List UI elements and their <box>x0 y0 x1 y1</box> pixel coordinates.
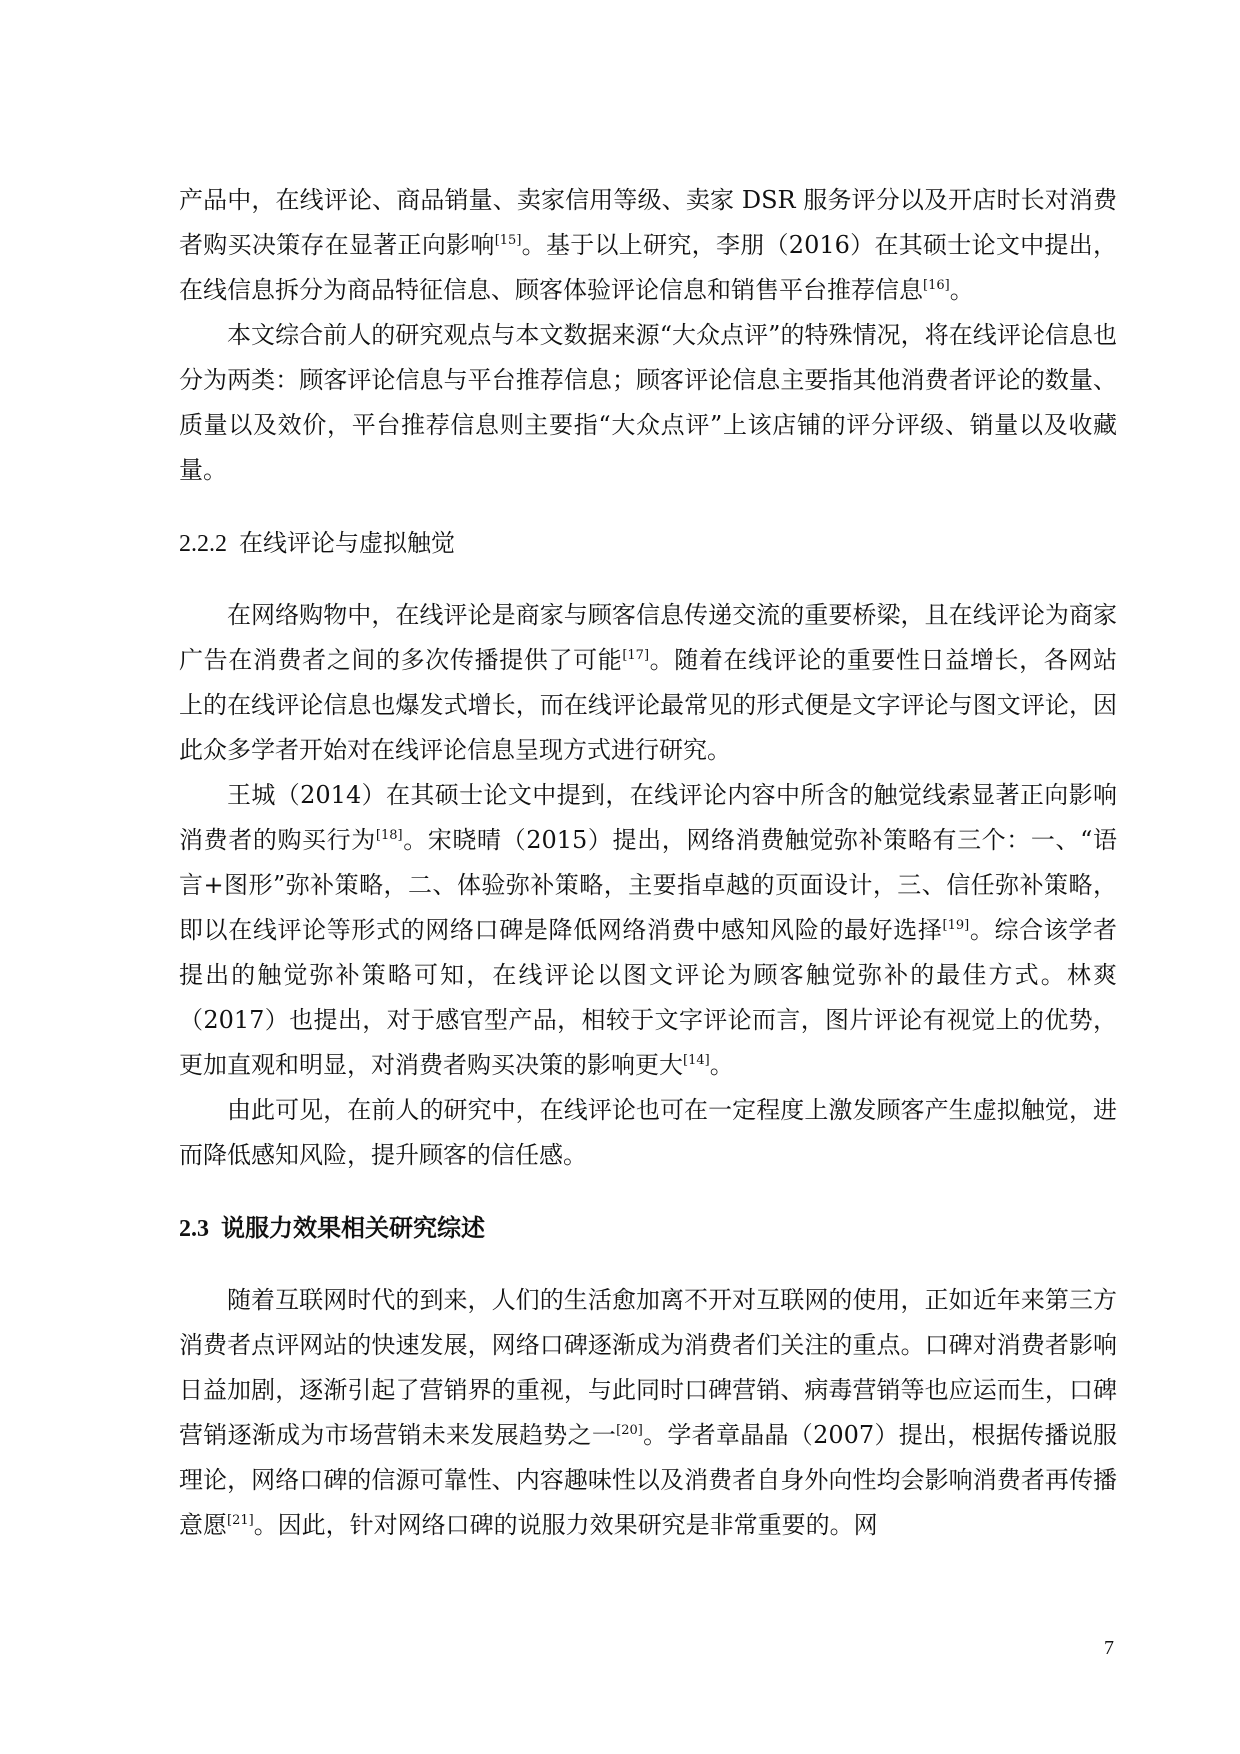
paragraph-text: 王城（2014）在其硕士论文中提到，在线评论内容中所含的触觉线索显著正向影响消费者的购买行为 <box>179 781 1117 854</box>
paragraph-conclusion <box>179 1088 1117 1178</box>
section-heading-2-2-2 <box>179 521 1117 567</box>
paragraph-text: 。随着在线评论的重要性日益增长，各网站上的在线评论信息也爆发式增长，而在线评论最常见的形式便是文字评论与图文评论，因此众多学者开始对在线评论信息呈现方式进行研究。 <box>179 646 1118 764</box>
section-title: 在线评论与虚拟触觉 <box>239 529 455 557</box>
citation: [19] <box>942 918 970 933</box>
citation: [21] <box>227 1513 254 1528</box>
section-title: 说服力效果相关研究综述 <box>221 1214 485 1242</box>
paragraph-online-review-factors <box>179 178 1117 313</box>
paragraph-word-of-mouth <box>179 1278 1117 1548</box>
paragraph-tactile-compensation <box>179 773 1117 1088</box>
paragraph-text: 。宋晓晴（2015）提出，网络消费触觉弥补策略有三个：一、“语言+图形”弥补策略，二、体验弥补策略，主要指卓越的页面设计，三、信任弥补策略，即以在线评论等形式的网络口碑是降低网络消费中感知风险的最好选择 <box>179 826 1117 944</box>
citation: [16] <box>923 278 950 293</box>
paragraph-text: 。因此，针对网络口碑的说服力效果研究是非常重要的。网 <box>253 1511 878 1539</box>
paragraph-text: 。 <box>709 1051 734 1079</box>
paragraph-text: 。基于以上研究，李朋（2016）在其硕士论文中提出，在线信息拆分为商品特征信息、顾客体验评论信息和销售平台推荐信息 <box>179 231 1118 304</box>
paragraph-text: 。综合该学者提出的触觉弥补策略可知，在线评论以图文评论为顾客触觉弥补的最佳方式。林爽（2017）也提出，对于感官型产品，相较于文字评论而言，图片评论有视觉上的优势，更加直观和明显，对消费者购买决策的影响更大 <box>179 916 1117 1079</box>
page-body <box>179 178 1117 1548</box>
section-number: 2.3 <box>179 1216 209 1242</box>
paragraph-text: 产品中，在线评论、商品销量、卖家信用等级、卖家 DSR 服务评分以及开店时长对消费者购买决策存在显著正向影响 <box>179 186 1117 259</box>
citation: [15] <box>494 233 522 248</box>
citation: [17] <box>622 648 650 663</box>
paragraph-text: 由此可见，在前人的研究中，在线评论也可在一定程度上激发顾客产生虚拟触觉，进而降低感知风险，提升顾客的信任感。 <box>179 1096 1117 1169</box>
paragraph-text: 本文综合前人的研究观点与本文数据来源“大众点评”的特殊情况，将在线评论信息也分为两类：顾客评论信息与平台推荐信息；顾客评论信息主要指其他消费者评论的数量、质量以及效价，平台推荐信息则主要指“大众点评”上该店铺的评分评级、销量以及收藏量。 <box>179 321 1117 484</box>
citation: [20] <box>616 1423 643 1438</box>
paragraph-online-shopping <box>179 593 1117 773</box>
paragraph-text: 。学者章晶晶（2007）提出，根据传播说服理论，网络口碑的信源可靠性、内容趣味性以及消费者自身外向性均会影响消费者再传播意愿 <box>179 1421 1118 1539</box>
section-number: 2.2.2 <box>179 531 227 557</box>
paragraph-classification <box>179 313 1117 493</box>
citation: [18] <box>375 828 403 843</box>
page-number: 7 <box>1104 1637 1114 1659</box>
citation: [14] <box>683 1053 710 1068</box>
section-heading-2-3 <box>179 1206 1117 1252</box>
paragraph-text: 在网络购物中，在线评论是商家与顾客信息传递交流的重要桥梁，且在线评论为商家广告在消费者之间的多次传播提供了可能 <box>179 601 1117 674</box>
paragraph-text: 随着互联网时代的到来，人们的生活愈加离不开对互联网的使用，正如近年来第三方消费者点评网站的快速发展，网络口碑逐渐成为消费者们关注的重点。口碑对消费者影响日益加剧，逐渐引起了营销界的重视，与此同时口碑营销、病毒营销等也应运而生，口碑营销逐渐成为市场营销未来发展趋势之一 <box>179 1286 1117 1449</box>
paragraph-text: 。 <box>949 276 974 304</box>
